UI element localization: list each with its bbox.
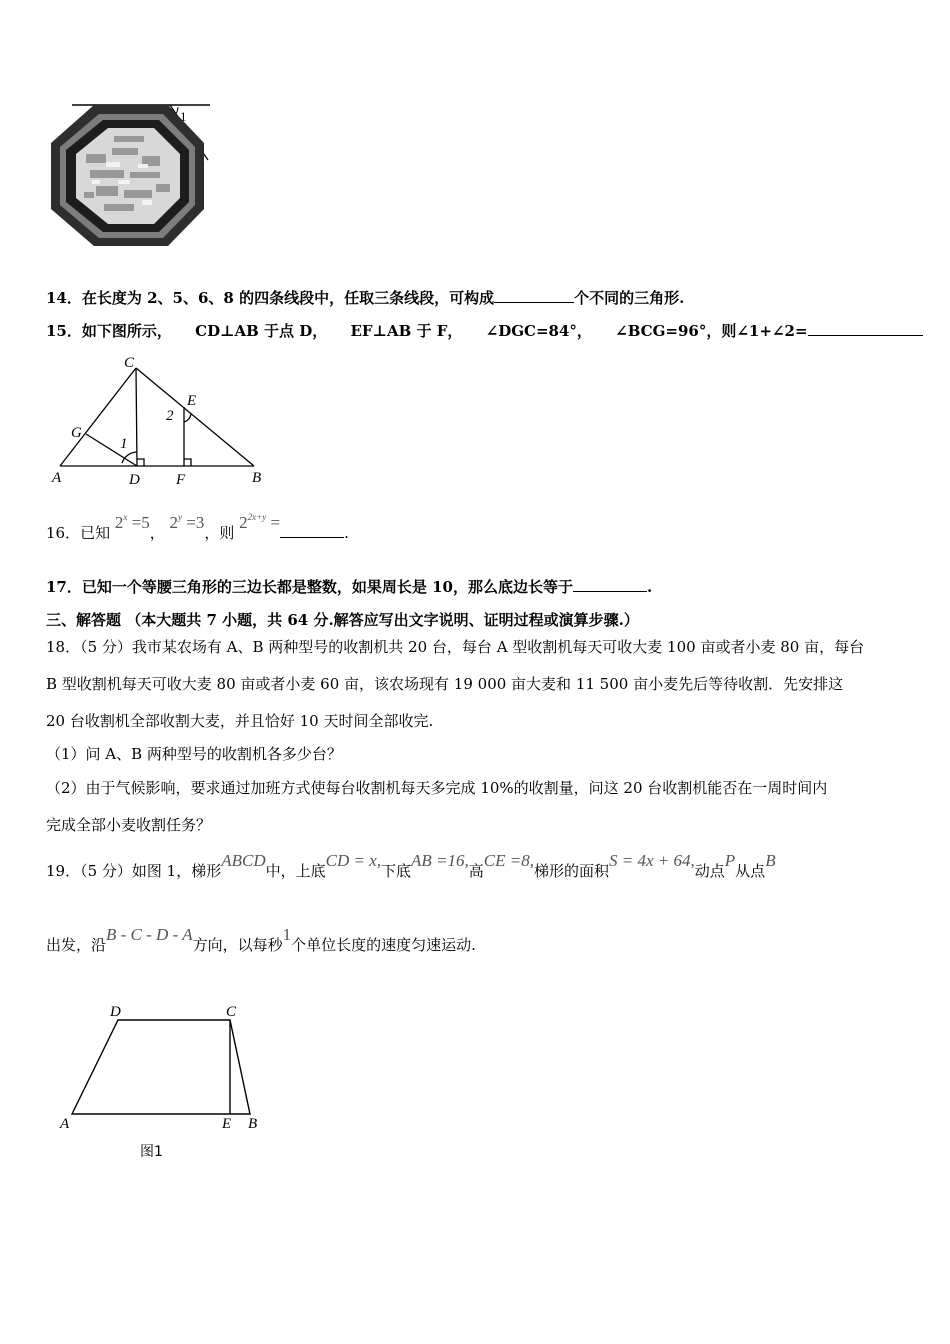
- math-one: 1: [282, 925, 292, 944]
- question-number: 14．: [46, 289, 82, 307]
- question-18-sub-1: （1）问 A、B 两种型号的收割机各多少台？: [46, 745, 342, 763]
- triangle-figure: [46, 352, 276, 488]
- label-b: B: [248, 1116, 258, 1132]
- question-16: 16．已知 2$^x$ =5， 2$^y$ =3，则 $2^{2x+y}$ =.: [46, 512, 349, 542]
- question-18-line-2: B 型收割机每天可收大麦 80 亩或者小麦 60 亩，该农场现有 19 000 亩大麦和 11 500 亩小麦先后等待收割．先安排这: [46, 675, 844, 693]
- label-e: E: [187, 393, 197, 409]
- question-17: 17．已知一个等腰三角形的三边长都是整数，如果周长是 10，那么底边长等于 .: [46, 578, 653, 596]
- question-text: 在长度为 2、5、6、8 的四条线段中，任取三条线段，可构成: [81, 289, 495, 307]
- question-19-line-2: 出发，沿B - C - D - A方向，以每秒1个单位长度的速度匀速运动.: [46, 925, 476, 954]
- trapezoid-figure: [56, 1000, 276, 1162]
- score: （5 分）: [80, 638, 132, 656]
- question-text: 如下图所示，: [81, 322, 172, 340]
- question-number: 15．: [46, 322, 82, 340]
- score: （5 分）: [80, 862, 132, 880]
- answer-blank[interactable]: [280, 523, 344, 538]
- math-p: P: [724, 851, 736, 870]
- label-b: B: [252, 470, 262, 486]
- condition-ef-perp-ab: EF⊥AB 于 F，: [350, 322, 463, 340]
- equation-2-2x-plus-y: $2^{2x+y}$ =: [239, 512, 281, 532]
- label-c: C: [124, 355, 135, 371]
- section-title: 三、解答题: [46, 611, 122, 629]
- question-number: 16．: [46, 524, 81, 542]
- label-angle-1: 1: [120, 436, 128, 452]
- angle-1-label: 1: [180, 109, 187, 124]
- question-18-line-1: 18．（5 分）我市某农场有 A、B 两种型号的收割机共 20 台，每台 A 型收割机每天可收大麦 100 亩或者小麦 80 亩，每台: [46, 638, 865, 656]
- math-path: B - C - D - A: [106, 925, 193, 944]
- question-text-end: 个不同的三角形.: [574, 289, 685, 307]
- answer-blank[interactable]: [573, 577, 647, 592]
- label-g: G: [71, 425, 82, 441]
- label-a: A: [52, 470, 62, 486]
- math-area: S = 4x + 64,: [609, 851, 695, 870]
- question-19-line-1: 19．（5 分）如图 1，梯形ABCD中，上底CD = x,下底AB =16,高CE =8,梯形的面积S = 4x + 64,动点P从点B: [46, 851, 776, 880]
- math-cd: CD = x,: [325, 851, 382, 870]
- condition-angle-dgc: ∠DGC=84°，: [485, 322, 592, 340]
- question-14: [46, 287, 684, 308]
- answer-blank[interactable]: [494, 288, 574, 303]
- condition-angle-bcg: ∠BCG=96°，: [615, 322, 722, 340]
- label-e: E: [222, 1116, 232, 1132]
- question-18-line-3: 20 台收割机全部收割大麦，并且恰好 10 天时间全部收完.: [46, 712, 434, 730]
- question-18-sub-2-line-2: 完成全部小麦收割任务？: [46, 816, 212, 834]
- label-d: D: [110, 1004, 121, 1020]
- condition-cd-perp-ab: CD⊥AB 于点 D，: [195, 322, 328, 340]
- question-number: 17．: [46, 578, 82, 596]
- figure-caption: 图1: [140, 1144, 163, 1160]
- math-abcd: ABCD: [221, 851, 266, 870]
- question-text: 已知一个等腰三角形的三边长都是整数，如果周长是 10，那么底边长等于: [81, 578, 573, 596]
- label-f: F: [176, 472, 186, 488]
- equation-2x-5: 2$^x$ =5: [114, 512, 150, 532]
- label-angle-2: 2: [166, 408, 174, 424]
- label-a: A: [60, 1116, 70, 1132]
- question-15: [46, 320, 923, 341]
- equation-2y-3: 2$^y$ =3: [169, 512, 205, 532]
- section-note: （本大题共 7 小题，共 64 分.解答应写出文字说明、证明过程或演算步骤.）: [126, 611, 639, 629]
- question-ask: 则∠1+∠2=: [721, 322, 808, 340]
- math-ce: CE =8,: [483, 851, 534, 870]
- math-ab: AB =16,: [411, 851, 469, 870]
- label-c: C: [226, 1004, 237, 1020]
- octagon-mirror-figure: [44, 96, 216, 252]
- label-d: D: [129, 472, 140, 488]
- question-text: 已知: [80, 524, 111, 542]
- answer-blank[interactable]: [808, 321, 923, 336]
- question-18-sub-2-line-1: （2）由于气候影响，要求通过加班方式使每台收割机每天多完成 10%的收割量，问这 20 台收割机能否在一周时间内: [46, 779, 828, 797]
- section-3-heading: [46, 609, 639, 630]
- math-b: B: [765, 851, 776, 870]
